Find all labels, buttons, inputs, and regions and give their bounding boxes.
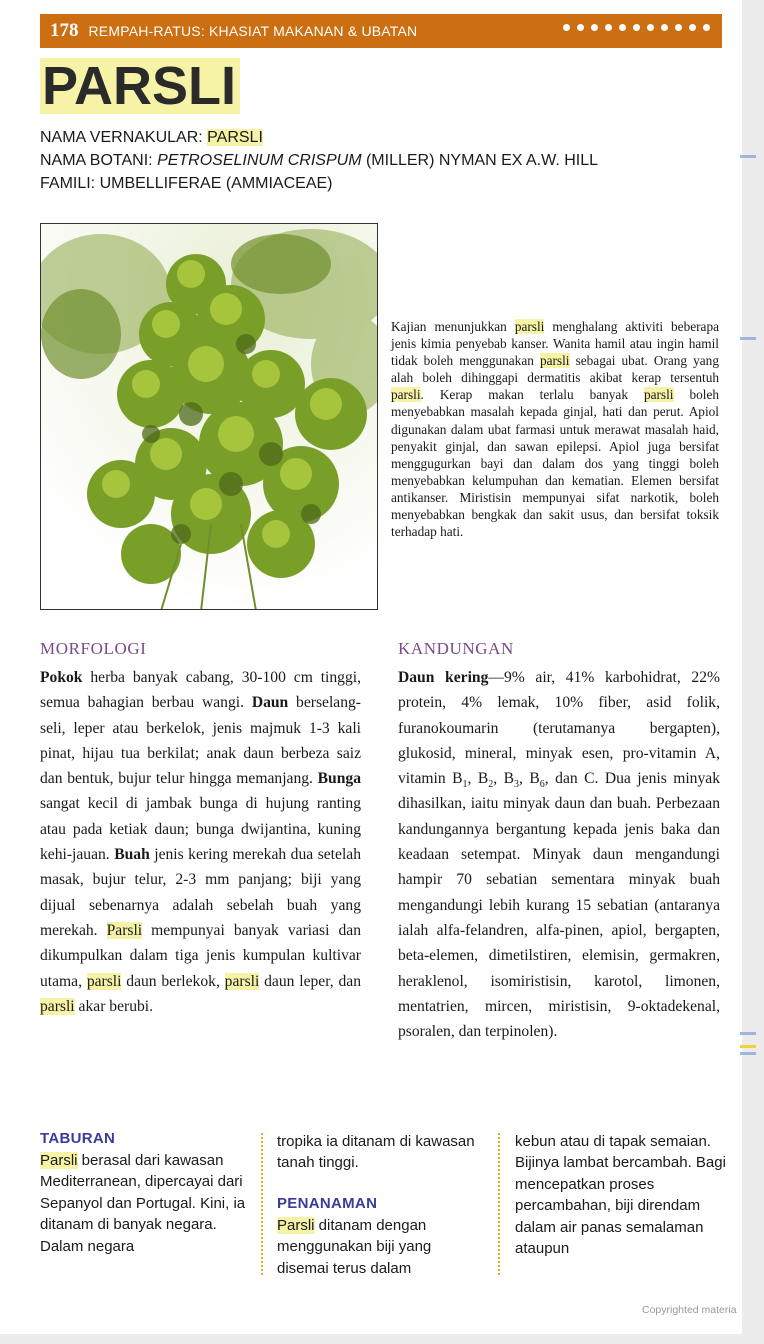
scroll-marker [740, 1032, 756, 1035]
scroll-marker [740, 155, 756, 158]
family-name: FAMILI: UMBELLIFERAE (AMMIACEAE) [40, 175, 333, 192]
parsley-photo-icon [41, 224, 378, 610]
running-title: REMPAH-RATUS: KHASIAT MAKANAN & UBATAN [88, 23, 418, 39]
morfologi-heading: MORFOLOGI [40, 639, 147, 658]
column-divider [261, 1133, 263, 1275]
page-header [40, 14, 722, 48]
parsley-photo [40, 223, 378, 610]
page-number: 178 [50, 20, 79, 41]
kandungan-heading: KANDUNGAN [398, 639, 514, 658]
penanaman-continued-text: kebun atau di tapak semaian. Bijinya lambat bercambah. Bagi mencepatkan proses percambahan, biji direndam dalam air panas semalaman ataupun [515, 1133, 726, 1258]
scroll-marker [740, 337, 756, 340]
scroll-marker-highlight [740, 1045, 756, 1048]
copyright-notice: Copyrighted materia [642, 1304, 737, 1316]
page-title: PARSLI [40, 58, 240, 114]
column-divider [498, 1133, 500, 1275]
botanical-name: NAMA BOTANI: PETROSELINUM CRISPUM (MILLER) NYMAN EX A.W. HILL [40, 152, 599, 169]
vernacular-name: NAMA VERNAKULAR: PARSLI [40, 129, 263, 146]
penanaman-heading: PENANAMAN [277, 1195, 378, 1212]
scroll-marker [740, 1052, 756, 1055]
kandungan-text: Daun kering—9% air, 41% karbohidrat, 22% protein, 4% lemak, 10% fiber, asid folik, furanokoumarin (terutamanya bergapten), glukosid, mineral, minyak esen, pro-vitamin A, vitamin $B_1$, $B_2$, $B_3$, $B_6$, dan C. Dua jenis minyak dihasilkan, iaitu minyak daun dan buah. Perbezaan kandungannya bergantung kepada jenis baka dan keadaan setempat. Minyak daun mengandungi hampir 70 sebatian sementara minyak buah mengandungi lebih kurang 15 sebatian (antaranya ialah alfa-felandren, alfa-pinen, apiol, bergapten, beta-elemen, dimetilstiren, elemisin, germakren, heraklenol, isomiristisin, karotol, limonen, mentatrien, mircen, miristisin, 9-oktadekenal, psoralen, dan terpinolen). [398, 669, 720, 1041]
intro-paragraph: Kajian menunjukkan parsli menghalang aktiviti beberapa jenis kimia penyebab kanser. Wanita hamil atau ingin hamil tidak boleh menggunakan parsli sebagai ubat. Orang yang alah boleh dihinggapi dermatitis akibat kerap tersentuh parsli. Kerap makan terlalu banyak parsli boleh menyebabkan masalah kepada ginjal, hati dan perut. Apiol digunakan dalam ubat farmasi untuk merawat masalah haid, penyakit ginjal, dan sawan epilepsi. Apiol juga bersifat menggugurkan bayi dan dalam dos yang tinggi boleh menyebabkan kelumpuhan dan kematian. Elemen bersifat antikanser. Miristisin mempunyai sifat narkotik, boleh menyebabkan bengkak dan sakit usus, dan bersifat toksik terhadap hati. [391, 319, 719, 540]
penanaman-text: Parsli ditanam dengan menggunakan biji yang disemai terus dalam [277, 1217, 432, 1277]
morfologi-text: Pokok herba banyak cabang, 30-100 cm tinggi, semua bahagian berbau wangi. Daun berselang-seli, leper atau berkelok, jenis majmuk 1-3 kali pinat, hijau tua berkilat; anak daun berbeza saiz dan bentuk, bujur telur hingga memanjang. Bunga sangat kecil di jambak bunga di hujung ranting atau pada ketiak daun; bunga dwijantina, kuning kehi-jauan. Buah jenis kering merekah dua setelah masak, bujur telur, 2-3 mm panjang; biji yang dijual sebenarnya adalah sebelah buah yang merekah. Parsli mempunyai banyak variasi dan dikumpulkan dalam tiga jenis kumpulan kultivar utama, parsli daun berlekok, parsli daun leper, dan parsli akar berubi. [40, 669, 361, 1015]
taburan-heading: TABURAN [40, 1130, 116, 1147]
header-dots-decoration [563, 24, 710, 31]
taburan-continued-text: tropika ia ditanam di kawasan tanah tinggi. [277, 1133, 475, 1172]
taburan-text: Parsli berasal dari kawasan Mediterranean, dipercayai dari Sepanyol dan Portugal. Kini, ia ditanam di banyak negara. Dalam negara [40, 1152, 246, 1255]
